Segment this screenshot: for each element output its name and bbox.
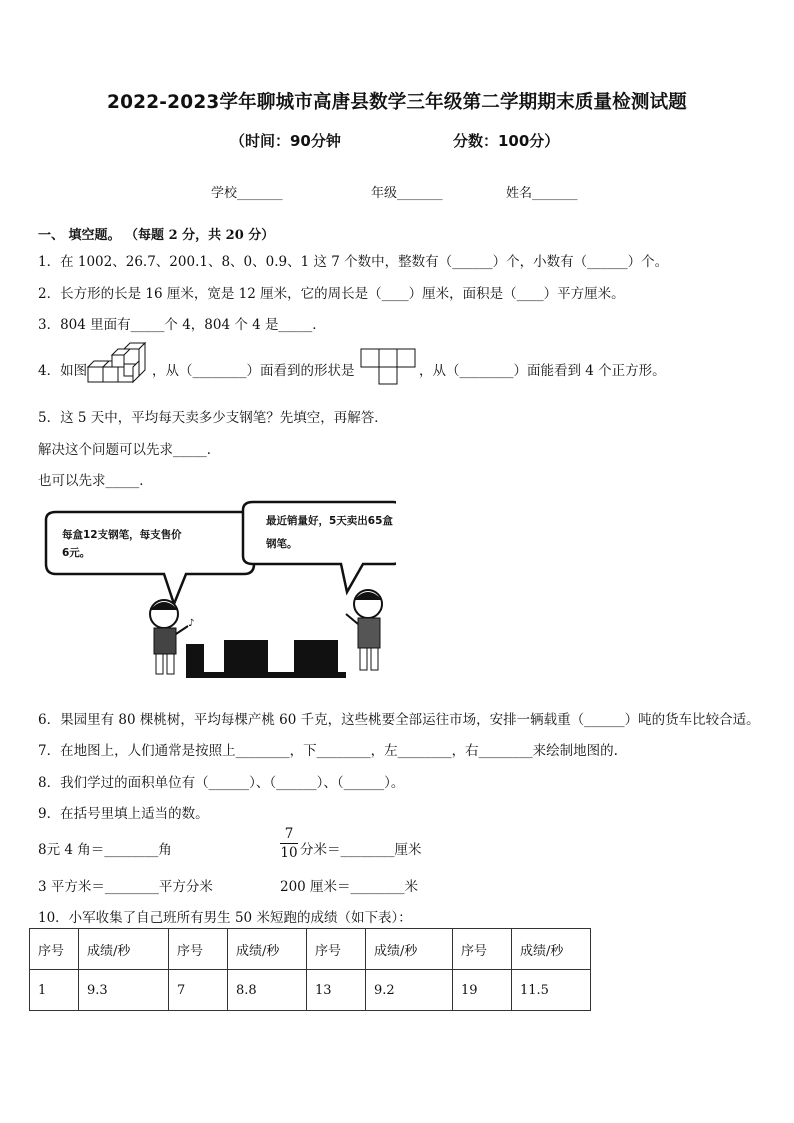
fraction [280, 826, 298, 861]
question-9: 9．在括号里填上适当的数。 [38, 806, 209, 822]
table-header-row [30, 929, 591, 970]
question-10: 10．小军收集了自己班所有男生 50 米短跑的成绩（如下表）： [38, 910, 412, 926]
score-label: 分数：100分） [453, 132, 560, 150]
view-shape-figure [360, 348, 418, 386]
question-3: 3．804 里面有_____个 4，804 个 4 是_____． [38, 317, 326, 333]
left-bubble-text-1: 每盒12支钢笔，每支售价 [62, 529, 182, 541]
question-8: 8．我们学过的面积单位有（______）、（______）、（______）。 [38, 775, 405, 791]
table-header: 成绩/秒 [79, 929, 169, 970]
table-cell: 13 [307, 970, 366, 1011]
question-1: 1．在 1002、26.7、200.1、8、0、0.9、1 这 7 个数中，整数有（______）个，小数有（______）个。 [38, 254, 669, 270]
table-header: 序号 [307, 929, 366, 970]
table-header: 序号 [453, 929, 512, 970]
left-bubble-text-2: 6元。 [62, 547, 91, 559]
school-field[interactable]: 学校_______ [211, 186, 283, 201]
right-bubble-text-1: 最近销量好，5天卖出65盒 [266, 515, 393, 527]
time-label: （时间：90分钟 [230, 132, 341, 150]
table-row [30, 970, 591, 1011]
table-cell: 1 [30, 970, 79, 1011]
question-4-part-b: ，从（________）面看到的形状是 [152, 363, 355, 379]
question-9-a: 8元 4 角＝________角 [38, 842, 172, 858]
name-field[interactable]: 姓名_______ [506, 186, 578, 201]
question-7: 7．在地图上，人们通常是按照上________，下________，左________，右________来绘制地图的. [38, 743, 618, 759]
cube-stack-figure [84, 339, 154, 389]
table-cell: 7 [169, 970, 228, 1011]
scores-table [29, 928, 591, 1011]
question-5-line3: 也可以先求_____． [38, 473, 153, 489]
question-6: 6．果园里有 80 棵桃树，平均每棵产桃 60 千克，这些桃要全部运往市场，安排一辆载重（______）吨的货车比较合适。 [38, 712, 760, 728]
svg-text:♪: ♪ [188, 618, 195, 629]
question-5: 5．这 5 天中，平均每天卖多少支钢笔？先填空，再解答． [38, 410, 388, 426]
table-header: 序号 [169, 929, 228, 970]
question-9-c: 3 平方米＝________平方分米 [38, 879, 213, 895]
question-4-part-a: 4．如图 [38, 363, 88, 379]
question-4-part-c: ，从（________）面能看到 4 个正方形。 [419, 363, 666, 379]
table-cell: 8.8 [228, 970, 307, 1011]
table-cell: 11.5 [512, 970, 591, 1011]
page-title: 2022-2023学年聊城市高唐县数学三年级第二学期期末质量检测试题 [107, 92, 687, 113]
fraction-numerator: 7 [284, 826, 294, 842]
question-5-line2: 解决这个问题可以先求_____． [38, 442, 221, 458]
table-cell: 9.2 [366, 970, 453, 1011]
table-cell: 19 [453, 970, 512, 1011]
right-child-figure [346, 590, 382, 670]
table-header: 序号 [30, 929, 79, 970]
table-header: 成绩/秒 [228, 929, 307, 970]
question-2: 2．长方形的长是 16 厘米，宽是 12 厘米，它的周长是（____）厘米，面积是（____）平方厘米。 [38, 286, 625, 302]
grade-field[interactable]: 年级_______ [371, 186, 443, 201]
block-bars [186, 640, 346, 678]
fraction-denominator: 10 [280, 845, 298, 861]
question-9-b: 分米＝________厘米 [300, 842, 422, 858]
right-bubble-text-2: 钢笔。 [266, 538, 298, 550]
section-heading: 一、 填空题。 （每题 2 分，共 20 分） [38, 228, 275, 243]
table-header: 成绩/秒 [512, 929, 591, 970]
question-9-d: 200 厘米＝________米 [280, 879, 419, 895]
table-header: 成绩/秒 [366, 929, 453, 970]
table-cell: 9.3 [79, 970, 169, 1011]
